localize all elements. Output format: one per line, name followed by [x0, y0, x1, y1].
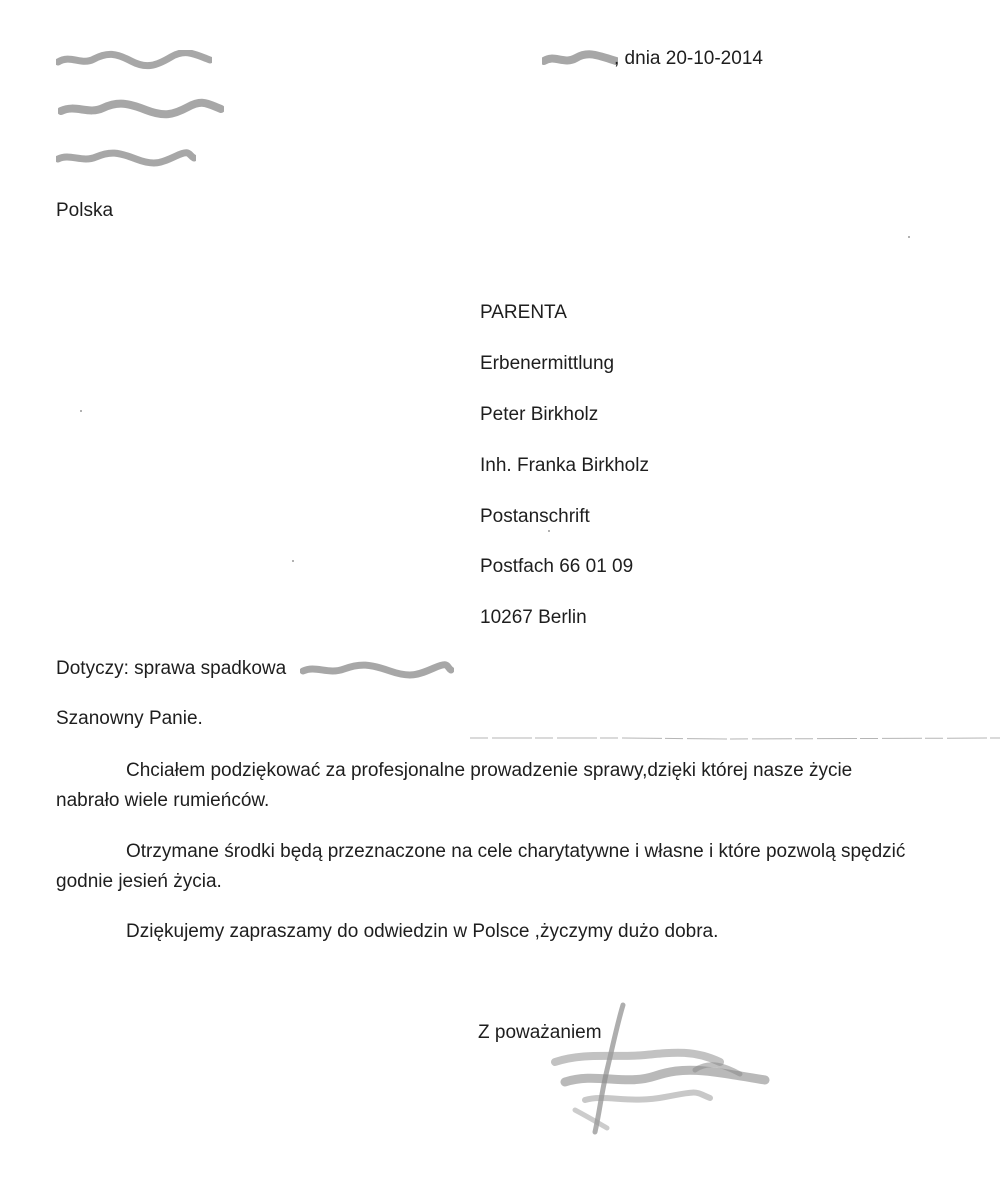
paragraph-1-line-2: nabrało wiele rumieńców. [56, 790, 270, 811]
scan-fold-line [470, 736, 1000, 740]
redacted-subject-name [300, 660, 454, 680]
paragraph-1-line-1: Chciałem podziękować za profesjonalne prowadzenie sprawy,dzięki której nasze życie [126, 760, 853, 781]
redacted-sender-name [56, 50, 212, 70]
recipient-line: Erbenermittlung [480, 353, 615, 374]
redacted-place [542, 50, 618, 70]
scan-speck [548, 530, 550, 532]
paragraph-3-line-1: Dziękujemy zapraszamy do odwiedzin w Polsce ,życzymy dużo dobra. [126, 921, 719, 942]
recipient-line: Postfach 66 01 09 [480, 556, 634, 577]
redacted-signature [545, 1000, 775, 1140]
recipient-line: Inh. Franka Birkholz [480, 455, 649, 476]
paragraph-2-line-1: Otrzymane środki będą przeznaczone na cele charytatywne i własne i które pozwolą spędzić [126, 841, 906, 862]
recipient-line: Postanschrift [480, 506, 590, 527]
redacted-sender-city [56, 148, 196, 168]
sender-country: Polska [56, 200, 114, 221]
redacted-sender-street [58, 98, 224, 120]
salutation: Szanowny Panie. [56, 708, 203, 729]
date-line: , dnia 20-10-2014 [614, 48, 763, 69]
scan-speck [908, 236, 910, 238]
recipient-line: Peter Birkholz [480, 404, 599, 425]
scan-speck [292, 560, 294, 562]
scan-speck [80, 410, 82, 412]
recipient-line: PARENTA [480, 302, 567, 323]
subject-line: Dotyczy: sprawa spadkowa [56, 658, 287, 679]
closing: Z poważaniem [478, 1022, 602, 1043]
recipient-line: 10267 Berlin [480, 607, 587, 628]
paragraph-2-line-2: godnie jesień życia. [56, 871, 222, 892]
